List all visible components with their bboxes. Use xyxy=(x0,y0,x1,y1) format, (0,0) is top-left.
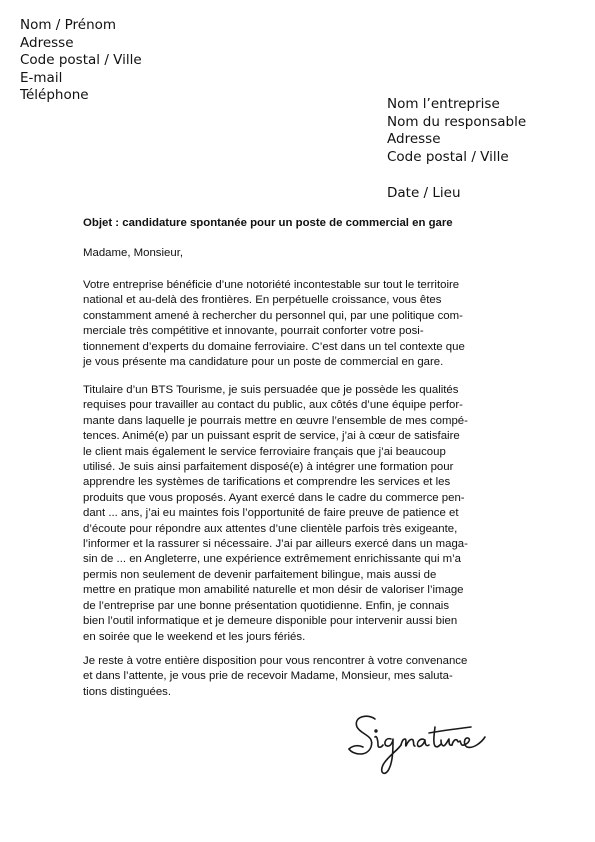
sender-email: E-mail xyxy=(20,69,63,86)
paragraph-line: utilisé. Je suis ainsi parfaitement disposé(e) à intégrer une formation pour xyxy=(83,461,454,474)
paragraph-line: permis non seulement de devenir parfaitement bilingue, mais aussi de xyxy=(83,568,437,581)
paragraph-line: en soirée que le weekend et les jours fériés. xyxy=(83,630,306,643)
paragraph-line: requises pour travailler au contact du public, aux côtés d’une équipe perfor- xyxy=(83,399,463,412)
paragraph-closing xyxy=(83,654,467,700)
recipient-address: Adresse xyxy=(387,131,441,147)
sender-name: Nom / Prénom xyxy=(20,17,117,33)
letter-subject: Objet : candidature spontanée pour un poste de commercial en gare xyxy=(83,217,453,229)
paragraph-line: tionnement d’experts du domaine ferroviaire. C’est dans un tel contexte que xyxy=(83,340,465,353)
recipient-manager: Nom du responsable xyxy=(387,113,527,130)
paragraph-line: sin de ... en Angleterre, une expérience extrêmement enrichissante qui m’a xyxy=(83,553,461,566)
paragraph-intro xyxy=(83,278,465,370)
paragraph-line: produits que vous proposés. Ayant exercé dans le cadre du commerce pen- xyxy=(83,491,465,504)
paragraph-line: mante dans laquelle je pourrais mettre en œuvre l’ensemble de mes compé- xyxy=(83,414,468,427)
paragraph-line: dant ... ans, j’ai eu maintes fois l’opportunité de faire preuve de patience et xyxy=(83,507,459,520)
paragraph-line: mettre en pratique mon amabilité naturelle et mon désir de valoriser l’image xyxy=(83,584,464,597)
paragraph-line: je vous présente ma candidature pour un poste de commercial en gare. xyxy=(83,356,444,369)
handwritten-signature xyxy=(345,705,495,785)
paragraph-line: Je reste à votre entière disposition pour vous rencontrer à votre convenance xyxy=(83,655,468,667)
sender-address: Adresse xyxy=(20,34,74,51)
paragraph-line: bien l’outil informatique et je demeure disponible pour intervenir aussi bien xyxy=(83,615,458,628)
paragraph-line: d’écoute pour répondre aux attentes d’une clientèle parfois très exigeante, xyxy=(83,522,458,535)
paragraph-line: merciale très compétitive et innovante, pourrait conforter votre posi- xyxy=(83,325,424,338)
paragraph-line: constamment amené à rechercher du personnel qui, par une politique com- xyxy=(83,309,463,322)
signature-drawing xyxy=(345,705,495,785)
paragraph-line: de l’entreprise par une bonne présentation quotidienne. Enfin, je connais xyxy=(83,599,450,612)
paragraph-line: tences. Animé(e) par un puissant esprit de service, j’ai à cœur de satisfaire xyxy=(83,430,460,443)
paragraph-line: l’informer et la rassurer si nécessaire. J’ai par ailleurs exercé dans un maga- xyxy=(83,538,468,551)
paragraph-qualifications xyxy=(83,383,468,645)
paragraph-line: apprendre les systèmes de tarifications et comprendre les services et les xyxy=(83,476,451,489)
recipient-postal-city: Code postal / Ville xyxy=(387,148,509,165)
paragraph-line: et dans l’attente, je vous prie de recevoir Madame, Monsieur, mes saluta- xyxy=(83,670,453,683)
recipient-block xyxy=(387,96,526,166)
date-place: Date / Lieu xyxy=(387,185,461,201)
paragraph-line: le client mais également le service ferroviaire français que j’ai beaucoup xyxy=(83,445,446,458)
paragraph-line: national et au-delà des frontières. En perpétuelle croissance, vous êtes xyxy=(83,294,442,307)
paragraph-line: Votre entreprise bénéficie d’une notoriété incontestable sur tout le territoire xyxy=(83,279,460,291)
paragraph-line: tions distinguées. xyxy=(83,685,172,698)
paragraph-line: Titulaire d’un BTS Tourisme, je suis persuadée que je possède les qualités xyxy=(83,384,459,396)
sender-postal-city: Code postal / Ville xyxy=(20,52,142,68)
sender-block xyxy=(20,17,142,105)
sender-phone: Téléphone xyxy=(20,87,89,103)
greeting: Madame, Monsieur, xyxy=(83,247,184,259)
recipient-company: Nom l’entreprise xyxy=(387,96,500,112)
